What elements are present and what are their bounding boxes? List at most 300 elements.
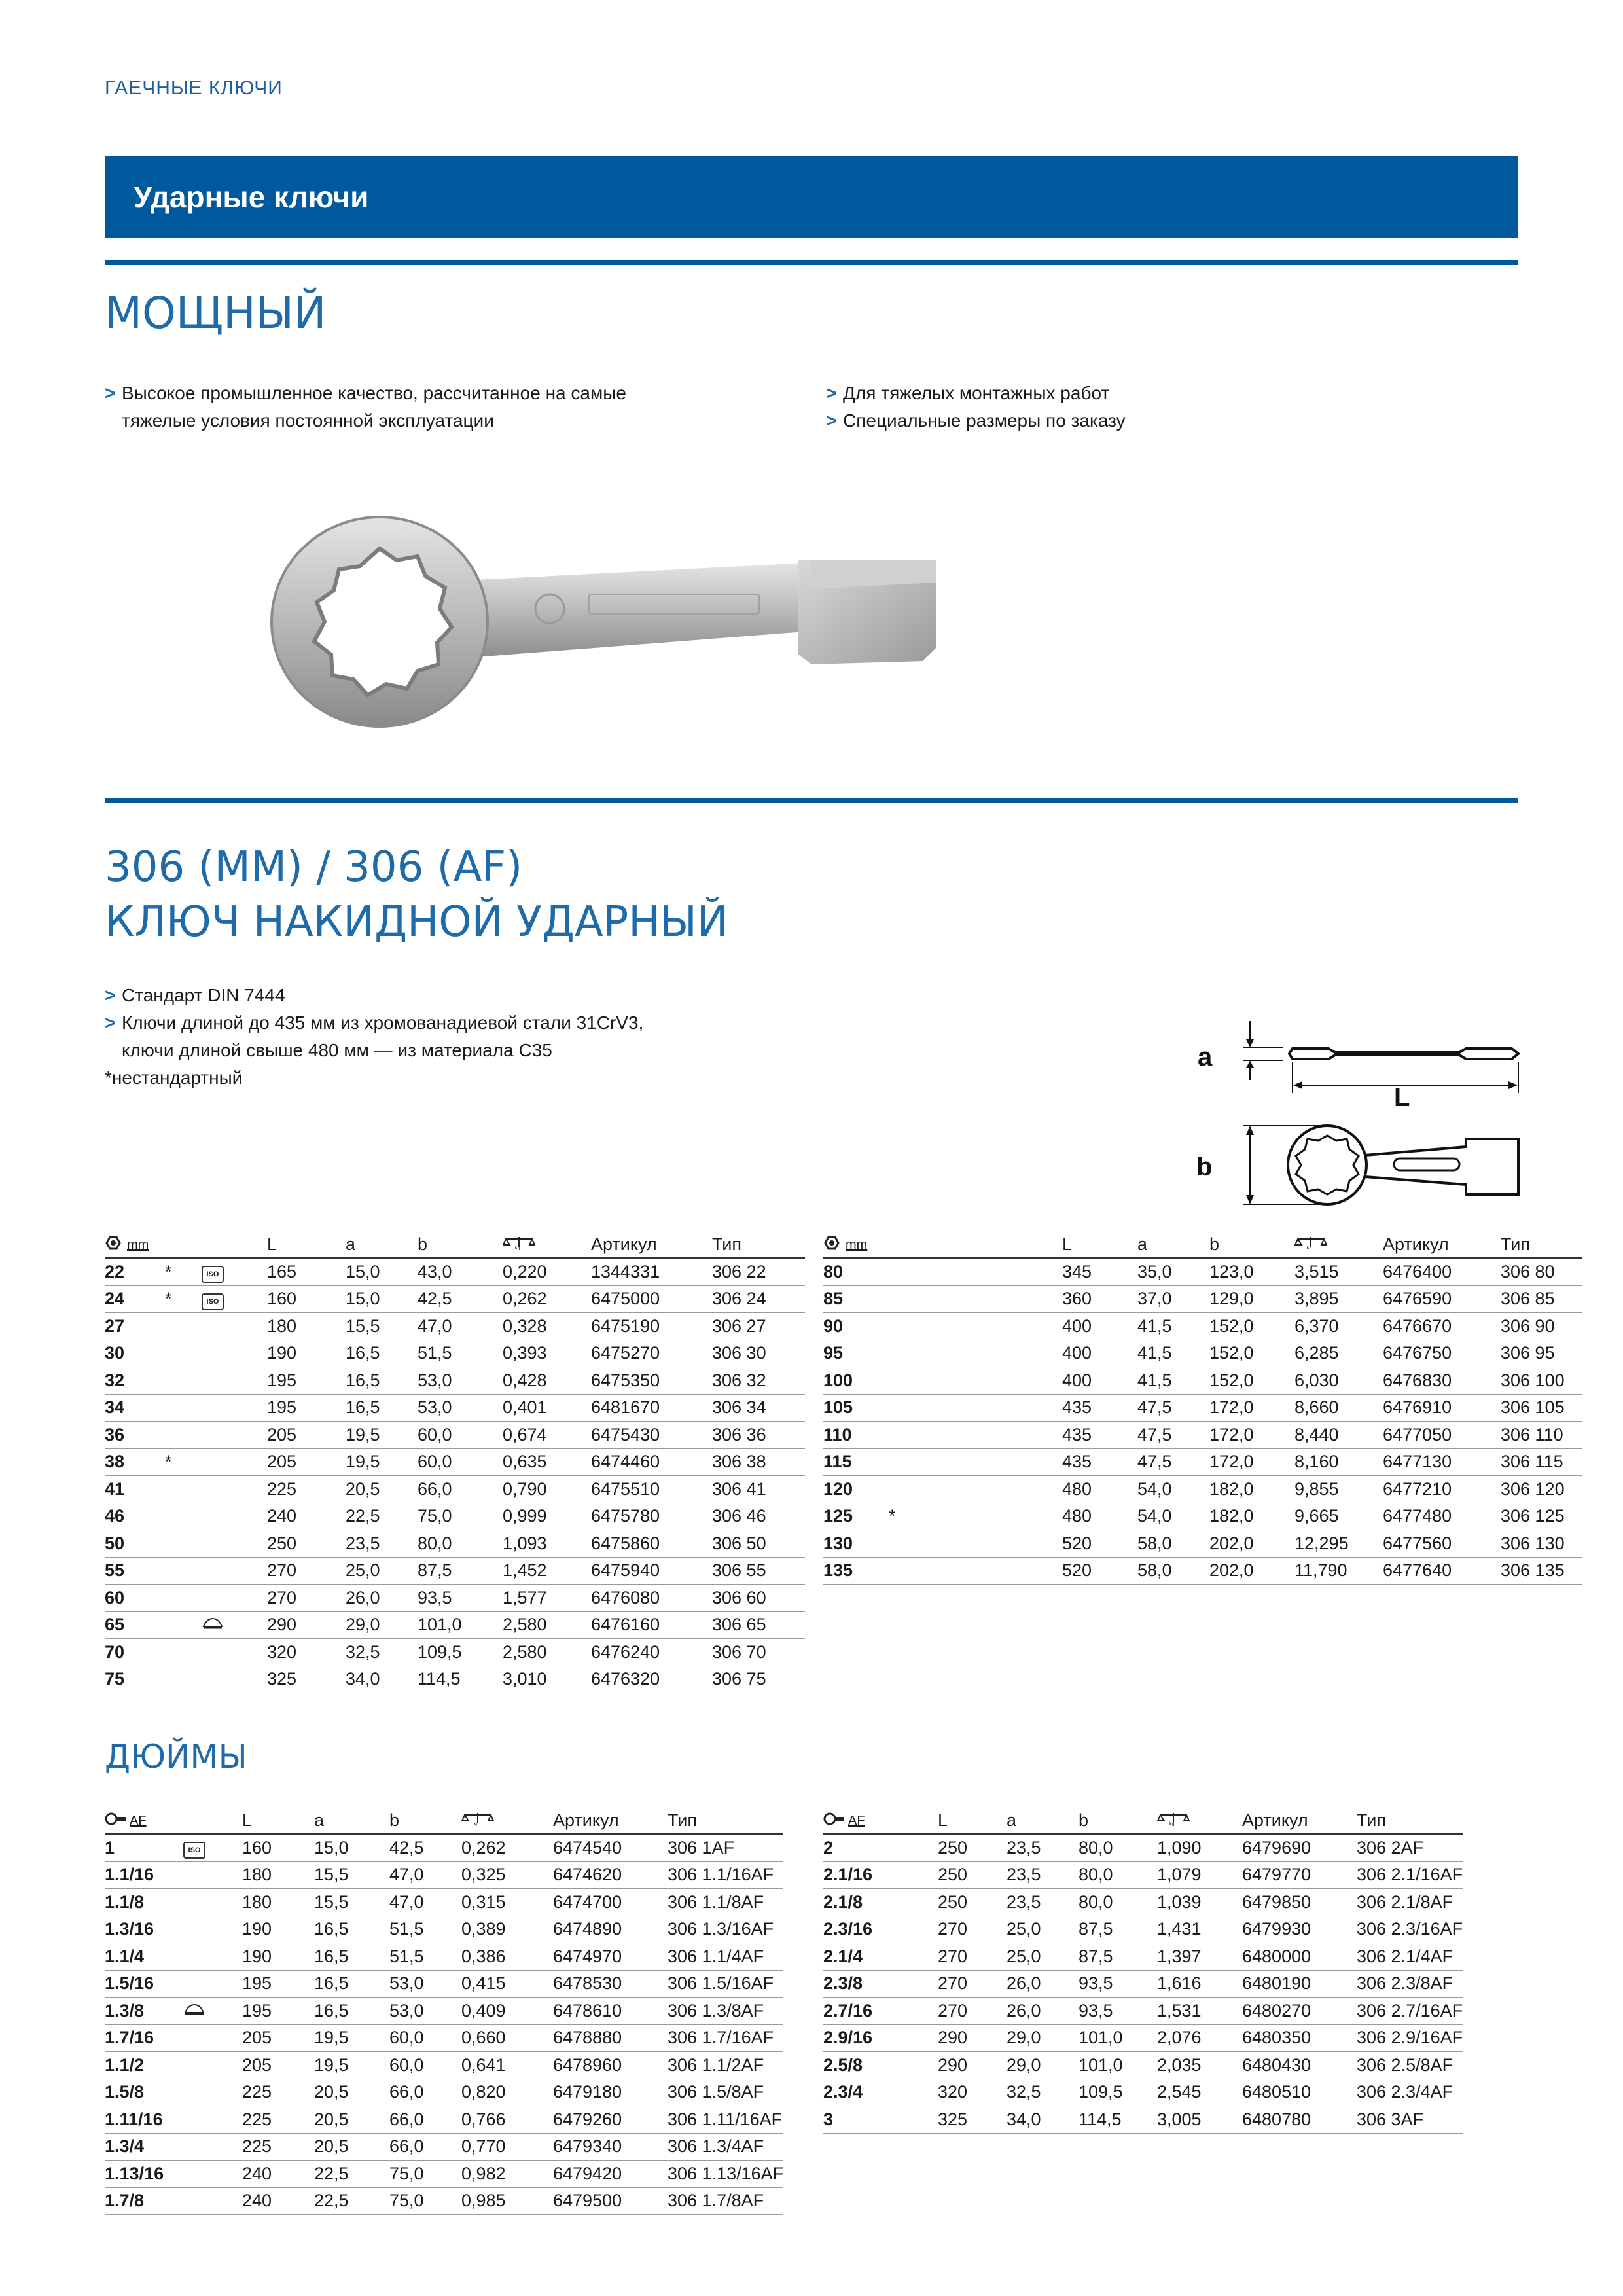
scale-icon — [1157, 1810, 1190, 1830]
cell-art: 6476160 — [591, 1611, 712, 1639]
cell-L: 240 — [267, 1503, 346, 1530]
feature-text: Для тяжелых монтажных работ — [843, 383, 1110, 403]
cell-art: 6477130 — [1383, 1448, 1501, 1476]
cell-mark — [889, 1448, 984, 1476]
row-icon-cell — [183, 1916, 242, 1943]
cell-art: 6477210 — [1383, 1476, 1501, 1503]
cell-mark — [931, 2106, 938, 2134]
cell-art: 6475190 — [591, 1313, 712, 1340]
cell-b: 87,5 — [1079, 1916, 1157, 1943]
cell-w: 6,370 — [1294, 1313, 1383, 1340]
row-icon-cell — [984, 1340, 1062, 1367]
mm-left-table — [105, 1227, 805, 1693]
column-header-blank — [177, 1803, 183, 1834]
cell-size: 120 — [823, 1476, 889, 1503]
cell-size: 46 — [105, 1503, 165, 1530]
cell-type: 306 2.3/8AF — [1357, 1970, 1463, 1998]
cell-a: 47,5 — [1137, 1394, 1209, 1422]
cell-b: 114,5 — [418, 1666, 503, 1693]
cell-L: 190 — [242, 1943, 314, 1971]
standard-badge-icon: ISO — [183, 1842, 205, 1859]
cell-b: 43,0 — [418, 1258, 503, 1285]
table-row — [105, 2161, 783, 2188]
size-column-header — [105, 1227, 165, 1258]
cell-a: 15,5 — [346, 1313, 418, 1340]
cell-L: 290 — [938, 2052, 1007, 2079]
cell-L: 205 — [242, 2052, 314, 2079]
cell-type: 306 105 — [1501, 1394, 1582, 1422]
scale-icon — [1294, 1234, 1327, 1254]
cell-size: 55 — [105, 1557, 165, 1585]
cell-w: 6,285 — [1294, 1340, 1383, 1367]
af-left-table — [105, 1803, 783, 2215]
cell-size: 105 — [823, 1394, 889, 1422]
cell-mark — [165, 1422, 202, 1449]
cell-size: 1.11/16 — [105, 2106, 177, 2134]
cell-a: 20,5 — [314, 2079, 389, 2106]
table-header — [105, 1803, 783, 1834]
row-icon-cell — [984, 1258, 1062, 1285]
cell-a: 54,0 — [1137, 1476, 1209, 1503]
cell-art: 6477560 — [1383, 1530, 1501, 1558]
row-icon-cell — [202, 1476, 267, 1503]
table-row — [823, 1503, 1582, 1530]
cell-mark — [177, 1970, 183, 1998]
cell-mark — [177, 2161, 183, 2188]
cell-size: 130 — [823, 1530, 889, 1558]
cell-L: 320 — [938, 2079, 1007, 2106]
cell-L: 270 — [267, 1585, 346, 1612]
cell-mark — [165, 1639, 202, 1666]
column-header-art: Артикул — [553, 1803, 668, 1834]
standard-badge-icon: ISO — [202, 1293, 224, 1310]
cell-w: 0,328 — [503, 1313, 591, 1340]
cell-a: 35,0 — [1137, 1258, 1209, 1285]
cell-type: 306 60 — [712, 1585, 805, 1612]
cell-mark — [889, 1394, 984, 1422]
cell-a: 20,5 — [346, 1476, 418, 1503]
cell-mark — [177, 1861, 183, 1889]
cell-mark — [889, 1530, 984, 1558]
weight-column-header — [503, 1227, 591, 1258]
column-header-a: a — [1007, 1803, 1079, 1834]
cell-a: 20,5 — [314, 2133, 389, 2161]
cell-L: 520 — [1062, 1530, 1137, 1558]
table-row — [105, 1943, 783, 1971]
cell-mark — [177, 2024, 183, 2052]
cell-w: 3,895 — [1294, 1285, 1383, 1313]
cell-type: 306 1.1/2AF — [668, 2052, 783, 2079]
cell-type: 306 75 — [712, 1666, 805, 1693]
cell-L: 190 — [242, 1916, 314, 1943]
cell-type: 306 1.3/4AF — [668, 2133, 783, 2161]
category-banner — [105, 156, 1518, 238]
cell-L: 400 — [1062, 1367, 1137, 1395]
cell-w: 0,401 — [503, 1394, 591, 1422]
cell-L: 190 — [267, 1340, 346, 1367]
table-row — [823, 1557, 1582, 1585]
cell-b: 101,0 — [418, 1611, 503, 1639]
cell-a: 16,5 — [314, 1916, 389, 1943]
section-label: ГАЕЧНЫЕ КЛЮЧИ — [105, 77, 283, 99]
cell-art: 6476910 — [1383, 1394, 1501, 1422]
cell-type: 306 80 — [1501, 1258, 1582, 1285]
cell-art: 6474890 — [553, 1916, 668, 1943]
cell-a: 22,5 — [314, 2161, 389, 2188]
cell-a: 16,5 — [314, 1998, 389, 2025]
cell-type: 306 1.3/16AF — [668, 1916, 783, 1943]
cell-w: 0,790 — [503, 1476, 591, 1503]
cell-w: 0,393 — [503, 1340, 591, 1367]
cell-art: 6476750 — [1383, 1340, 1501, 1367]
cell-b: 53,0 — [418, 1394, 503, 1422]
cell-b: 101,0 — [1079, 2024, 1157, 2052]
cell-b: 87,5 — [418, 1557, 503, 1585]
product-specs: > Стандарт DIN 7444 > Ключи длиной до 435 мм из хромованадиевой стали 31CrV3, ключи длиной свыше 480 мм — из материала C35 *нестандартный — [105, 982, 825, 1092]
cell-L: 225 — [267, 1476, 346, 1503]
ring-wrench-icon — [823, 1812, 846, 1830]
cell-type: 306 1.1/4AF — [668, 1943, 783, 1971]
table-row — [823, 1340, 1582, 1367]
cell-b: 109,5 — [418, 1639, 503, 1666]
column-header-b: b — [1079, 1803, 1157, 1834]
column-header-b: b — [389, 1803, 461, 1834]
table-row — [823, 1943, 1463, 1971]
cell-b: 202,0 — [1209, 1530, 1294, 1558]
cell-type: 306 27 — [712, 1313, 805, 1340]
cell-type: 306 110 — [1501, 1422, 1582, 1449]
cell-art: 6476080 — [591, 1585, 712, 1612]
category-title: МОЩНЫЙ — [105, 288, 327, 338]
cell-a: 19,5 — [314, 2024, 389, 2052]
cell-art: 6480780 — [1242, 2106, 1357, 2134]
table-row — [823, 1285, 1582, 1313]
cell-L: 290 — [267, 1611, 346, 1639]
cell-size: 50 — [105, 1530, 165, 1558]
cell-size: 60 — [105, 1585, 165, 1612]
table-row — [105, 1666, 805, 1693]
cell-mark — [165, 1340, 202, 1367]
size-column-header — [823, 1803, 931, 1834]
cell-art: 6478960 — [553, 2052, 668, 2079]
table-row — [105, 1530, 805, 1558]
cell-size: 2.3/16 — [823, 1916, 931, 1943]
cell-mark — [177, 1998, 183, 2025]
row-icon-cell — [984, 1503, 1062, 1530]
cell-art: 6479770 — [1242, 1861, 1357, 1889]
cell-b: 172,0 — [1209, 1448, 1294, 1476]
column-header-a: a — [346, 1227, 418, 1258]
column-header-blank — [183, 1803, 242, 1834]
cell-size: 1.13/16 — [105, 2161, 177, 2188]
table-row — [823, 1367, 1582, 1395]
cell-type: 306 1.3/8AF — [668, 1998, 783, 2025]
cell-type: 306 1.7/8AF — [668, 2187, 783, 2215]
cell-mark — [177, 1943, 183, 1971]
cell-size: 32 — [105, 1367, 165, 1395]
cell-w: 1,039 — [1157, 1889, 1242, 1916]
cell-L: 480 — [1062, 1503, 1137, 1530]
row-icon-cell — [202, 1611, 267, 1639]
label-b: b — [1196, 1153, 1213, 1181]
cell-mark — [889, 1313, 984, 1340]
column-header-a: a — [314, 1803, 389, 1834]
table-row — [823, 1998, 1463, 2025]
cell-mark — [177, 1834, 183, 1861]
cell-type: 306 95 — [1501, 1340, 1582, 1367]
cell-art: 6475350 — [591, 1367, 712, 1395]
cell-b: 60,0 — [389, 2052, 461, 2079]
cell-mark — [165, 1476, 202, 1503]
cell-type: 306 2.3/4AF — [1357, 2079, 1463, 2106]
cell-size: 100 — [823, 1367, 889, 1395]
cell-w: 1,577 — [503, 1585, 591, 1612]
cell-type: 306 38 — [712, 1448, 805, 1476]
cell-size: 1.3/8 — [105, 1998, 177, 2025]
cell-a: 19,5 — [346, 1448, 418, 1476]
table-row — [823, 1834, 1463, 1861]
table-row — [823, 2024, 1463, 2052]
cell-L: 160 — [267, 1285, 346, 1313]
cell-mark — [165, 1503, 202, 1530]
cell-w: 3,515 — [1294, 1258, 1383, 1285]
cell-art: 6480350 — [1242, 2024, 1357, 2052]
cell-a: 15,5 — [314, 1889, 389, 1916]
cell-mark — [931, 1889, 938, 1916]
af-right-table — [823, 1803, 1463, 2134]
cell-art: 6478530 — [553, 1970, 668, 1998]
cell-type: 306 30 — [712, 1340, 805, 1367]
cell-b: 60,0 — [418, 1422, 503, 1449]
cell-a: 23,5 — [346, 1530, 418, 1558]
cell-w: 3,005 — [1157, 2106, 1242, 2134]
cell-size: 2.1/16 — [823, 1861, 931, 1889]
cell-L: 320 — [267, 1639, 346, 1666]
cell-b: 47,0 — [389, 1889, 461, 1916]
cell-type: 306 1.7/16AF — [668, 2024, 783, 2052]
cell-L: 270 — [267, 1557, 346, 1585]
cell-b: 75,0 — [389, 2161, 461, 2188]
cell-a: 23,5 — [1007, 1834, 1079, 1861]
cell-b: 47,0 — [389, 1861, 461, 1889]
cell-art: 6474970 — [553, 1943, 668, 1971]
cell-size: 65 — [105, 1611, 165, 1639]
cell-type: 306 3AF — [1357, 2106, 1463, 2134]
cell-L: 435 — [1062, 1448, 1137, 1476]
cell-b: 51,5 — [418, 1340, 503, 1367]
hex-nut-icon — [823, 1236, 843, 1254]
cell-mark — [165, 1530, 202, 1558]
cell-b: 172,0 — [1209, 1422, 1294, 1449]
cell-size: 24 — [105, 1285, 165, 1313]
table-header — [823, 1227, 1582, 1258]
table-row — [823, 1448, 1582, 1476]
row-icon-cell — [202, 1503, 267, 1530]
cell-b: 42,5 — [389, 1834, 461, 1861]
cell-art: 6480000 — [1242, 1943, 1357, 1971]
cell-type: 306 34 — [712, 1394, 805, 1422]
cell-size: 70 — [105, 1639, 165, 1666]
svg-text:kg: kg — [474, 1822, 479, 1826]
cell-b: 80,0 — [1079, 1889, 1157, 1916]
cell-mark — [931, 2024, 938, 2052]
table-row — [823, 2106, 1463, 2134]
cell-b: 42,5 — [418, 1285, 503, 1313]
cell-art: 6476670 — [1383, 1313, 1501, 1340]
table-header — [823, 1803, 1463, 1834]
cell-type: 306 1.11/16AF — [668, 2106, 783, 2134]
cell-b: 66,0 — [389, 2079, 461, 2106]
weight-column-header — [1294, 1227, 1383, 1258]
table-row — [105, 1889, 783, 1916]
cell-a: 23,5 — [1007, 1861, 1079, 1889]
cell-a: 47,5 — [1137, 1448, 1209, 1476]
cell-L: 435 — [1062, 1422, 1137, 1449]
cell-mark — [889, 1285, 984, 1313]
cell-w: 0,641 — [461, 2052, 553, 2079]
cell-w: 0,770 — [461, 2133, 553, 2161]
cell-w: 8,660 — [1294, 1394, 1383, 1422]
cell-art: 6481670 — [591, 1394, 712, 1422]
cell-b: 51,5 — [389, 1943, 461, 1971]
cell-size: 2.5/8 — [823, 2052, 931, 2079]
cell-size: 2.1/4 — [823, 1943, 931, 1971]
table-row — [823, 1258, 1582, 1285]
wrench-photo — [262, 497, 955, 759]
cell-art: 6479850 — [1242, 1889, 1357, 1916]
features-left: > Высокое промышленное качество, рассчитанное на самые тяжелые условия постоянной эксплуатации — [105, 380, 759, 435]
dimension-diagram — [1178, 1008, 1544, 1217]
cell-mark — [931, 1998, 938, 2025]
cell-mark: * — [165, 1258, 202, 1285]
cell-a: 34,0 — [346, 1666, 418, 1693]
row-icon-cell — [183, 1943, 242, 1971]
cell-L: 290 — [938, 2024, 1007, 2052]
row-icon-cell — [202, 1557, 267, 1585]
table-row — [105, 1422, 805, 1449]
table-row — [823, 1916, 1463, 1943]
cell-b: 93,5 — [1079, 1998, 1157, 2025]
cell-art: 6476320 — [591, 1666, 712, 1693]
label-L: L — [1394, 1083, 1410, 1112]
cell-a: 32,5 — [1007, 2079, 1079, 2106]
table-row — [105, 2079, 783, 2106]
cell-w: 1,531 — [1157, 1998, 1242, 2025]
cell-w: 0,674 — [503, 1422, 591, 1449]
row-icon-cell — [183, 2106, 242, 2134]
table-row — [823, 1313, 1582, 1340]
column-header-L: L — [1062, 1227, 1137, 1258]
cell-L: 180 — [242, 1889, 314, 1916]
cell-b: 51,5 — [389, 1916, 461, 1943]
row-icon-cell — [202, 1367, 267, 1395]
cell-b: 114,5 — [1079, 2106, 1157, 2134]
cell-size: 3 — [823, 2106, 931, 2134]
cell-mark — [177, 2187, 183, 2215]
cell-size: 1.3/16 — [105, 1916, 177, 1943]
cell-type: 306 2.1/4AF — [1357, 1943, 1463, 1971]
cell-mark: * — [165, 1448, 202, 1476]
cell-type: 306 120 — [1501, 1476, 1582, 1503]
table-row — [105, 1639, 805, 1666]
cell-b: 172,0 — [1209, 1394, 1294, 1422]
cell-mark — [165, 1367, 202, 1395]
cell-art: 6475000 — [591, 1285, 712, 1313]
row-icon-cell — [202, 1313, 267, 1340]
row-icon-cell — [984, 1313, 1062, 1340]
cell-mark — [931, 2052, 938, 2079]
divider — [105, 260, 1518, 265]
standard-badge-icon: ISO — [202, 1266, 224, 1283]
cell-a: 16,5 — [314, 1943, 389, 1971]
cell-w: 9,665 — [1294, 1503, 1383, 1530]
cell-mark: * — [165, 1285, 202, 1313]
cell-b: 152,0 — [1209, 1340, 1294, 1367]
column-header-L: L — [938, 1803, 1007, 1834]
spec-text: Стандарт DIN 7444 — [122, 985, 285, 1005]
column-header-art: Артикул — [1383, 1227, 1501, 1258]
table-row — [105, 1585, 805, 1612]
cell-L: 240 — [242, 2187, 314, 2215]
row-icon-cell — [183, 1889, 242, 1916]
cell-a: 58,0 — [1137, 1530, 1209, 1558]
table-row — [823, 1422, 1582, 1449]
cell-b: 66,0 — [389, 2133, 461, 2161]
cell-art: 6476400 — [1383, 1258, 1501, 1285]
cell-b: 109,5 — [1079, 2079, 1157, 2106]
cell-w: 0,262 — [461, 1834, 553, 1861]
cell-w: 0,660 — [461, 2024, 553, 2052]
cell-art: 6477050 — [1383, 1422, 1501, 1449]
cell-b: 182,0 — [1209, 1503, 1294, 1530]
cell-L: 435 — [1062, 1394, 1137, 1422]
cell-w: 0,325 — [461, 1861, 553, 1889]
cell-w: 0,428 — [503, 1367, 591, 1395]
column-header-a: a — [1137, 1227, 1209, 1258]
cell-type: 306 1.5/8AF — [668, 2079, 783, 2106]
column-header-blank — [984, 1227, 1062, 1258]
row-icon-cell — [202, 1530, 267, 1558]
table-row — [105, 1367, 805, 1395]
row-icon-cell — [984, 1285, 1062, 1313]
cell-w: 2,035 — [1157, 2052, 1242, 2079]
cell-art: 6479930 — [1242, 1916, 1357, 1943]
cell-a: 16,5 — [346, 1367, 418, 1395]
row-icon-cell — [183, 1834, 242, 1861]
cell-size: 125 — [823, 1503, 889, 1530]
cell-b: 87,5 — [1079, 1943, 1157, 1971]
table-row — [105, 1834, 783, 1861]
size-column-header — [823, 1227, 889, 1258]
unit-label: mm — [127, 1237, 149, 1252]
table-row — [105, 1285, 805, 1313]
cell-size: 41 — [105, 1476, 165, 1503]
cell-w: 0,635 — [503, 1448, 591, 1476]
warning-hand-icon — [202, 1616, 224, 1630]
cell-a: 26,0 — [1007, 1998, 1079, 2025]
row-icon-cell — [183, 2161, 242, 2188]
cell-type: 306 2.3/16AF — [1357, 1916, 1463, 1943]
cell-art: 6474620 — [553, 1861, 668, 1889]
cell-size: 36 — [105, 1422, 165, 1449]
cell-L: 250 — [938, 1861, 1007, 1889]
column-header-blank — [931, 1803, 938, 1834]
cell-a: 47,5 — [1137, 1422, 1209, 1449]
cell-a: 32,5 — [346, 1639, 418, 1666]
cell-L: 195 — [242, 1970, 314, 1998]
cell-a: 58,0 — [1137, 1557, 1209, 1585]
cell-art: 6479690 — [1242, 1834, 1357, 1861]
